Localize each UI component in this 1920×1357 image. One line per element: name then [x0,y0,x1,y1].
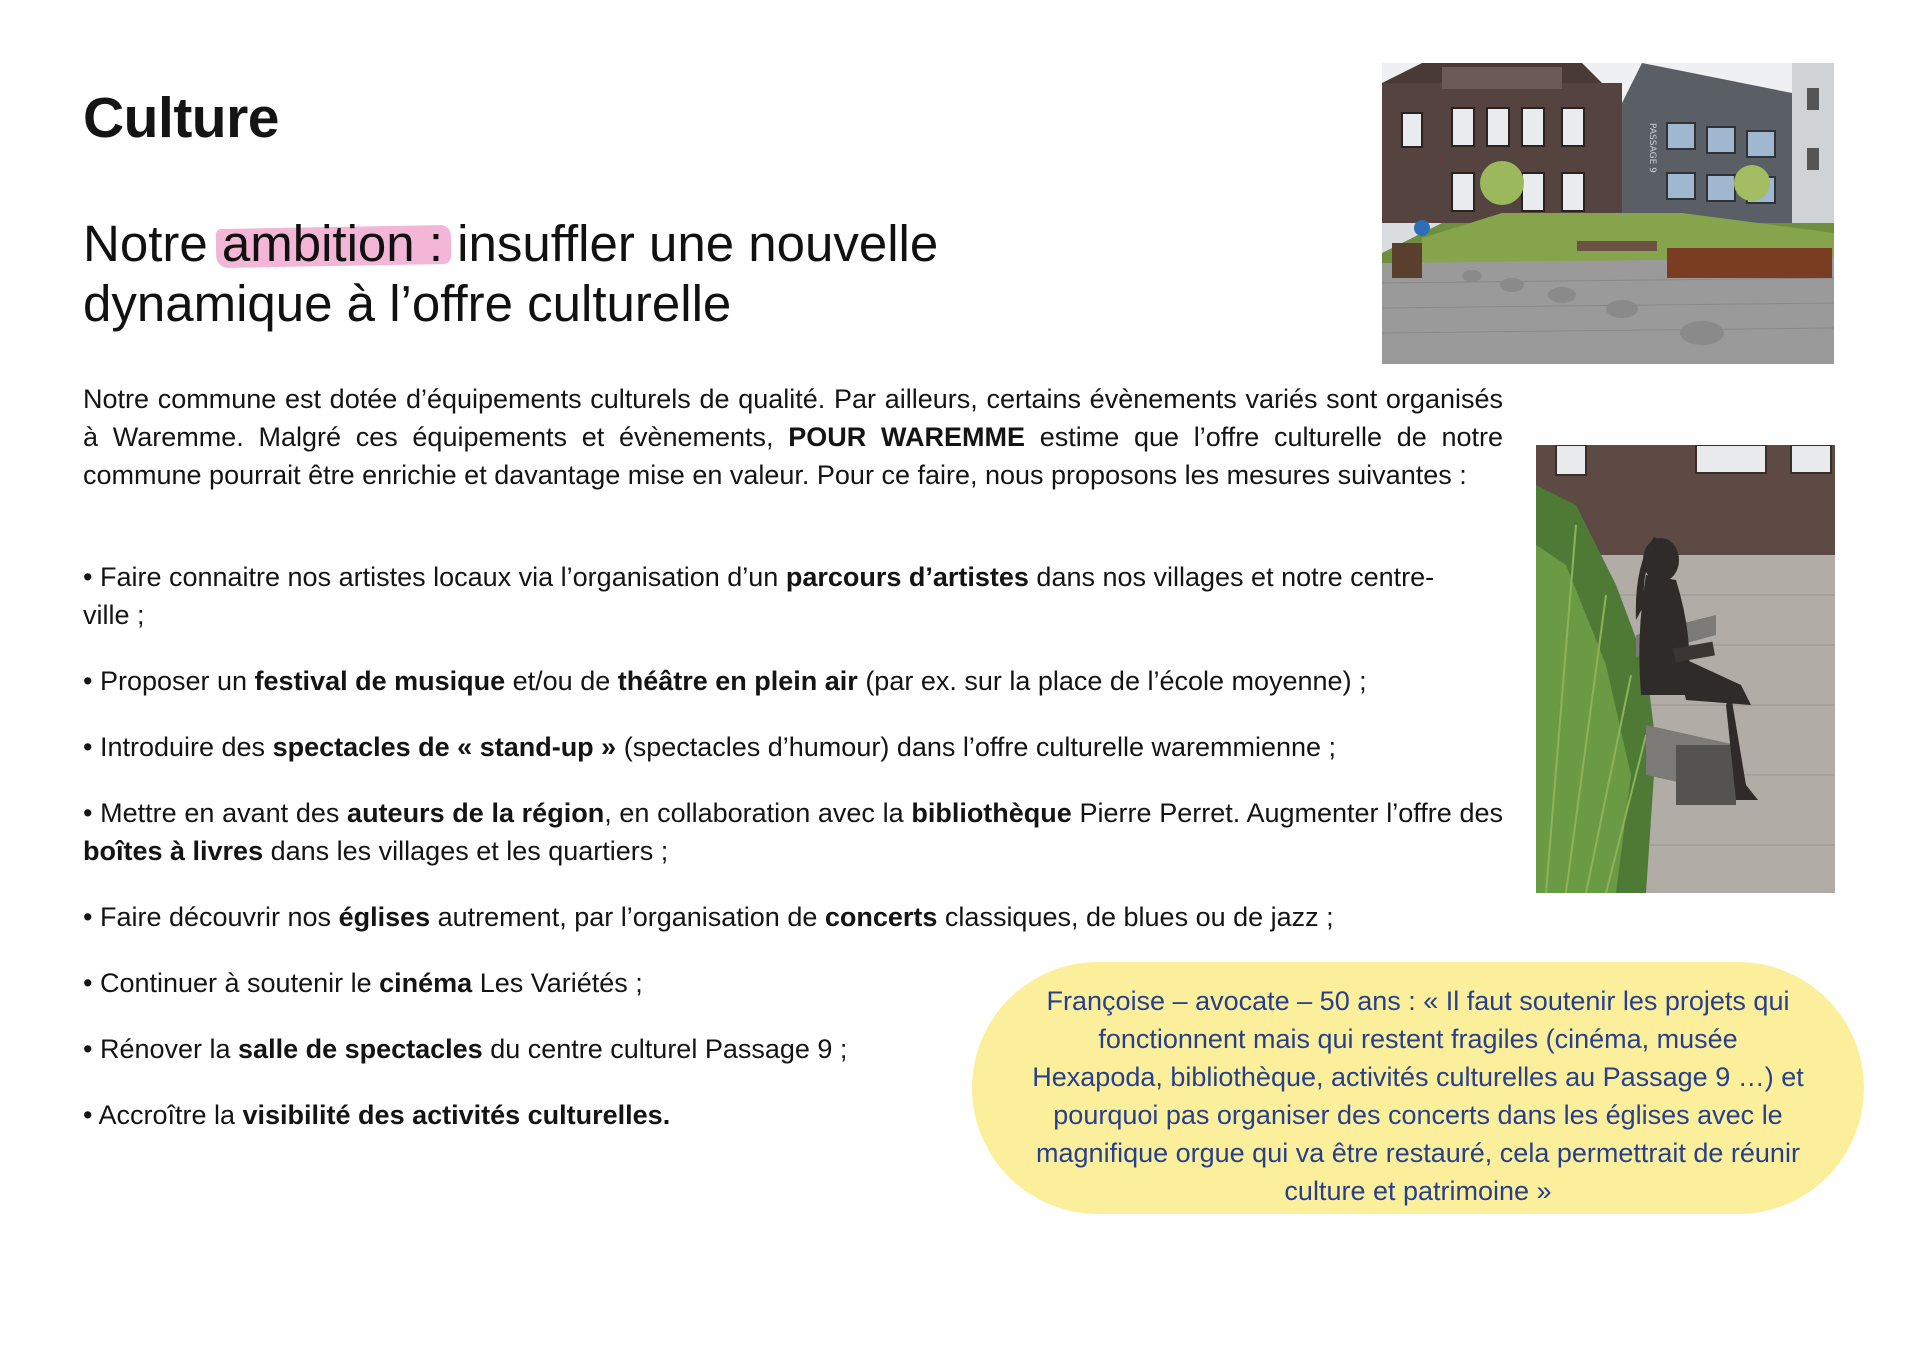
list-item: • Accroître la visibilité des activités culturelles. [83,1100,671,1130]
list-item: • Rénover la salle de spectacles du centre culturel Passage 9 ; [83,1034,848,1064]
building-illustration [1382,63,1834,364]
list-item: • Proposer un festival de musique et/ou de théâtre en plein air (par ex. sur la place de l’école moyenne) ; [83,666,1367,696]
page-title: Culture [83,86,279,150]
subtitle-highlight: ambition : [221,215,443,272]
pour-waremme: POUR WAREMME [788,422,1025,452]
list-item: • Faire découvrir nos églises autrement, par l’organisation de concerts classiques, de blues ou de jazz ; [83,902,1334,932]
intro-paragraph: Notre commune est dotée d’équipements culturels de qualité. Par ailleurs, certains évènements variés sont organisés à Waremme. Malgré ces équipements et évènements, POUR WAREMME estime que l’offre culturelle de notre commune pourrait être enrichie et davantage mise en valeur. Pour ce faire, nous proposons les mesures suivantes : [83,384,1504,490]
page-subtitle [83,214,1043,334]
building-photo [1382,63,1834,364]
statue-illustration [1536,445,1835,893]
testimonial-quote: Françoise – avocate – 50 ans : « Il faut soutenir les projets qui fonctionnent mais qui restent fragiles (cinéma, musée Hexapoda, bibliothèque, activités culturelles au Passage 9 …) et pourquoi pas organiser des concerts dans les églises avec le magnifique orgue qui va être restauré, cela permettrait de réunir culture et patrimoine » [972,962,1864,1214]
subtitle-after: insuffler une nouvelle dynamique à l’offre culturelle [83,215,939,332]
building-sign: PASSAGE 9 [1647,123,1657,173]
list-item: • Mettre en avant des auteurs de la région, en collaboration avec la bibliothèque Pierre Perret. Augmenter l’offre des boîtes à livres dans les villages et les quartiers ; [83,798,1503,866]
list-item: • Faire connaitre nos artistes locaux via l’organisation d’un parcours d’artistes dans nos villages et notre centre-ville ; [83,562,1435,630]
subtitle-before: Notre [83,215,222,272]
statue-photo [1536,445,1835,893]
list-item: • Introduire des spectacles de « stand-up » (spectacles d’humour) dans l’offre culturelle waremmienne ; [83,732,1337,762]
list-item: • Continuer à soutenir le cinéma Les Variétés ; [83,968,643,998]
